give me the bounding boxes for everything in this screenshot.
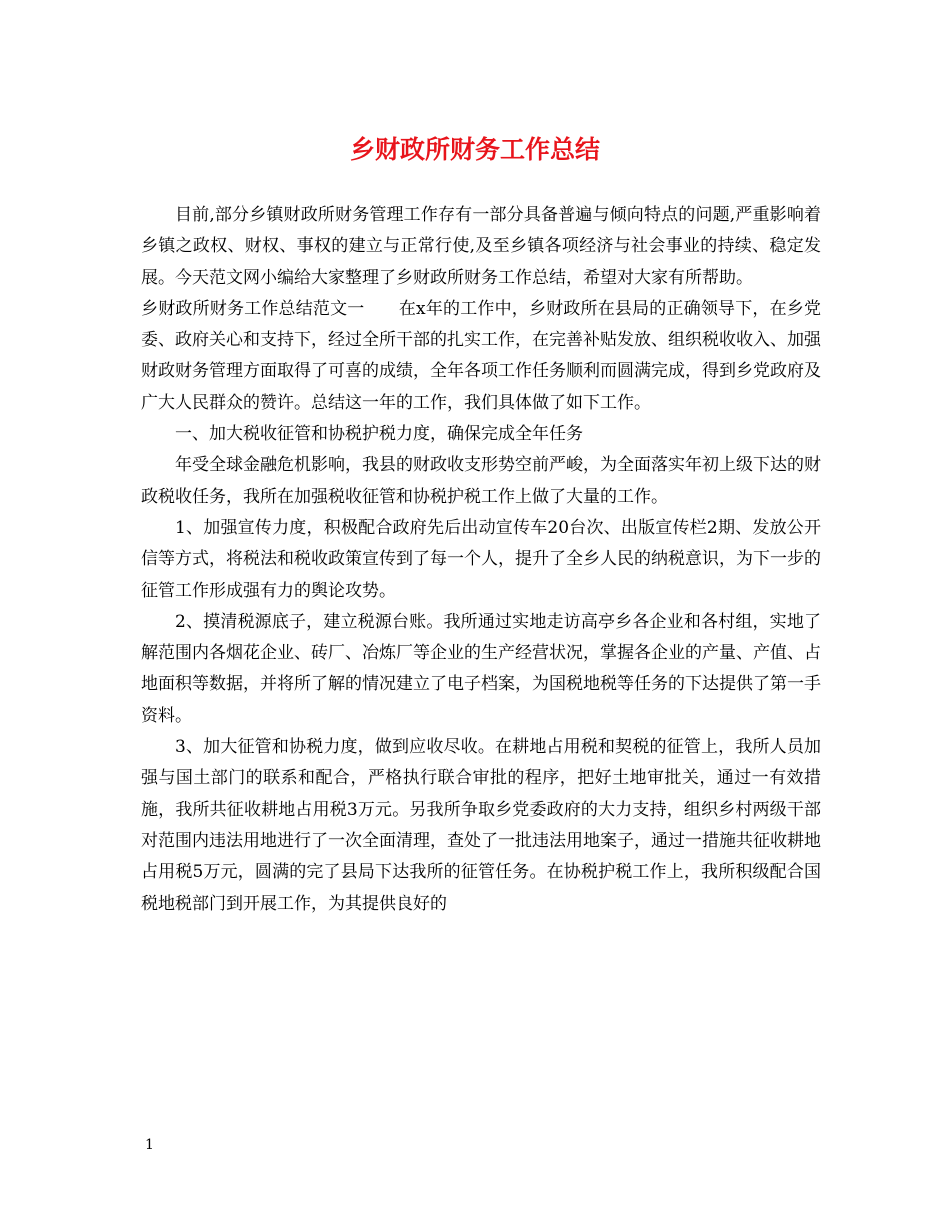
paragraph-item-3: 3、加大征管和协税力度，做到应收尽收。在耕地占用税和契税的征管上，我所人员加强与国土部门的联系和配合，严格执行联合审批的程序，把好土地审批关，通过一有效措施，我所共征收耕地占用税3万元。另我所争取乡党委政府的大力支持，组织乡村两级干部对范围内违法用地进行了一次全面清理，查处了一批违法用地案子，通过一措施共征收耕地占用税5万元，圆满的完了县局下达我所的征管任务。在协税护税工作上，我所积级配合国税地税部门到开展工作，为其提供良好的 [141, 737, 821, 914]
paragraph-item-1: 1、加强宣传力度，积极配合政府先后出动宣传车20台次、出版宣传栏2期、发放公开信等方式，将税法和税收政策宣传到了每一个人，提升了全乡人民的纳税意识，为下一步的征管工作形成强有力的舆论攻势。 [141, 517, 821, 601]
paragraph-sample-heading: 乡财政所财务工作总结范文一 在x年的工作中，乡财政所在县局的正确领导下，在乡党委、政府关心和支持下，经过全所干部的扎实工作，在完善补贴发放、组织税收收入、加强财政财务管理方面取得了可喜的成绩，全年各项工作任务顺利而圆满完成，得到乡党政府及广大人民群众的赞许。总结这一年的工作，我们具体做了如下工作。 [141, 298, 821, 413]
page-number: 1 [145, 1137, 154, 1153]
paragraph-item-2: 2、摸清税源底子，建立税源台账。我所通过实地走访高亭乡各企业和各村组，实地了解范围内各烟花企业、砖厂、冶炼厂等企业的生产经营状况，掌握各企业的产量、产值、占地面积等数据，并将所了解的情况建立了电子档案，为国税地税等任务的下达提供了第一手资料。 [141, 611, 821, 726]
paragraph-intro: 目前,部分乡镇财政所财务管理工作存有一部分具备普遍与倾向特点的问题,严重影响着乡镇之政权、财权、事权的建立与正常行使,及至乡镇各项经济与社会事业的持续、稳定发展。今天范文网小编给大家整理了乡财政所财务工作总结，希望对大家有所帮助。 [141, 205, 821, 288]
document-title: 乡财政所财务工作总结 [349, 135, 600, 164]
paragraph-section-intro: 年受全球金融危机影响，我县的财政收支形势空前严峻，为全面落实年初上级下达的财政税收任务，我所在加强税收征管和协税护税工作上做了大量的工作。 [141, 455, 821, 507]
document-body [141, 200, 821, 920]
section-heading: 一、加大税收征管和协税护税力度，确保完成全年任务 [175, 424, 583, 445]
